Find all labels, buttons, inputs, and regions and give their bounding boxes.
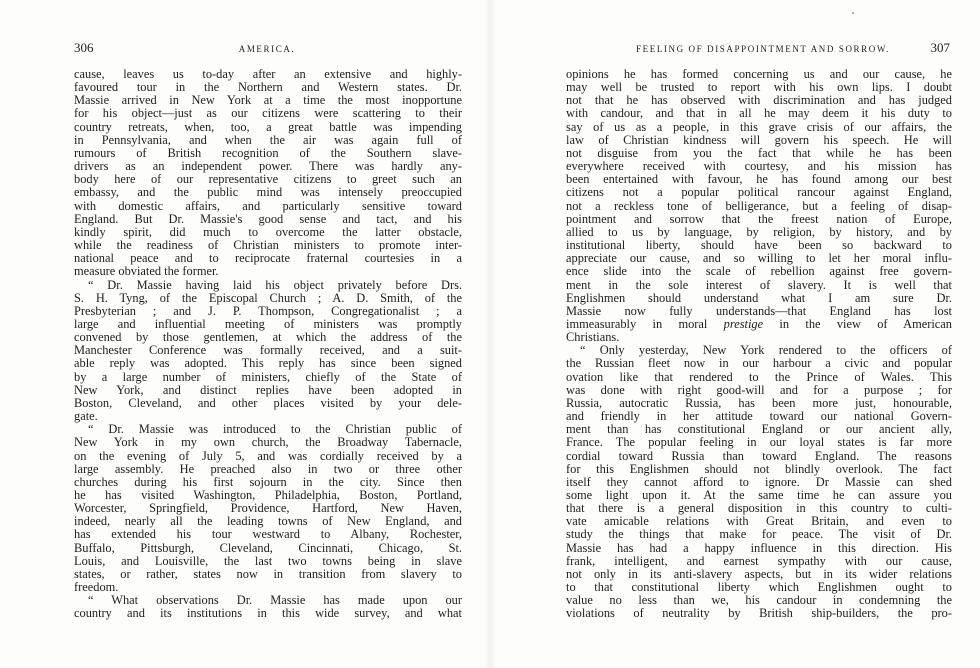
text-line: while the readiness of Christian ministers to promote inter-: [74, 238, 462, 253]
text-line: frank, intelligent, and earnest sympathy with our cause,: [566, 553, 952, 568]
text-line: S. H. Tyng, of the Episcopal Church ; A. D. Smith, of the: [74, 290, 462, 305]
paper-speck: [852, 12, 854, 14]
text-line: and friendly in her attitude toward our national Govern-: [566, 409, 952, 424]
right-running-title: FEELING OF DISAPPOINTMENT AND SORROW.: [636, 44, 890, 54]
text-line: vate amicable relations with Great Britain, and even to: [566, 514, 952, 529]
text-line: “ Only yesterday, New York rendered to the officers of: [580, 343, 952, 358]
text-line: in Pennsylvania, and when the air was again full of: [74, 132, 462, 147]
text-line: was done with right good-will and for a purpose ; for: [566, 382, 952, 397]
text-line: for this Englishmen should not blindly overlook. The fact: [566, 461, 952, 476]
text-line: for his object—just as our citizens were scattering to their: [74, 106, 462, 121]
text-line: Massie now fully understands—that England has lost: [566, 303, 952, 318]
left-running-title: AMERICA.: [238, 44, 296, 54]
text-line: Christians.: [566, 330, 620, 345]
text-line: Worcester, Springfield, Providence, Hartford, New Haven,: [74, 501, 462, 516]
text-line: that there is a general disposition in this country to culti-: [566, 501, 952, 516]
right-page: [490, 0, 980, 668]
text-line: large assembly. He preached also in two or three other: [74, 461, 462, 476]
right-running-head: [564, 40, 950, 56]
text-line: on the evening of July 5, and was cordially received by a: [74, 448, 462, 463]
text-line: he has visited Washington, Philadelphia, Boston, Portland,: [74, 488, 462, 502]
text-line: citizens not a popular political rancour against England,: [566, 185, 952, 200]
left-running-head: [74, 40, 460, 56]
text-line: with domestic affairs, and particularly sensitive toward: [74, 198, 462, 213]
text-line: freedom.: [74, 580, 119, 595]
text-line: not a reckless tone of belligerance, but a feeling of disap-: [566, 198, 952, 213]
text-line: rumours of British recognition of the Southern slave-: [74, 145, 462, 160]
right-page-text: [566, 68, 952, 621]
text-line: convened by those gentlemen, at which the address of the: [74, 330, 462, 345]
text-line: drivers as an independent power. There was hardly any-: [74, 159, 462, 174]
text-line: New York in my own church, the Broadway Tabernacle,: [74, 435, 462, 450]
text-line: England. But Dr. Massie's good sense and tact, and his: [74, 211, 462, 226]
text-line: measure obviated the former.: [74, 264, 219, 279]
text-line: ment than has constitutional England or our ancient ally,: [566, 422, 952, 437]
text-line: not that he has observed with discrimination and has judged: [566, 93, 952, 108]
text-line: Buffalo, Pittsburgh, Cleveland, Cincinnati, Chicago, St.: [74, 540, 462, 555]
text-line: Manchester Conference was formally received, and a suit-: [74, 343, 462, 358]
text-line: not disguise from you the fact that while he has been: [566, 145, 952, 160]
text-line: large and influential meeting of ministers was promptly: [74, 316, 462, 331]
text-line: Englishmen should understand what I am sure Dr.: [566, 290, 952, 305]
text-line: study the things that make for peace. The visit of Dr.: [566, 527, 952, 542]
text-line: cordial toward Russia than toward England. The reasons: [566, 448, 952, 463]
text-line: Boston, Cleveland, and other places visited by your dele-: [74, 395, 462, 410]
right-page-number: 307: [930, 40, 950, 55]
text-line: violations of neutrality by British ship-builders, the pro-: [566, 606, 952, 621]
text-line: able reply was adopted. This reply has since been signed: [74, 356, 462, 371]
text-line: “ Dr. Massie having laid his object privately before Drs.: [88, 277, 462, 292]
text-line: itself they cannot afford to ignore. Dr Massie can shed: [566, 474, 952, 489]
text-line: gate.: [74, 409, 98, 424]
text-line: not only in its anti-slavery aspects, but in its wider relations: [566, 566, 952, 581]
text-line: the Russian fleet now in our harbour a civic and popular: [566, 356, 952, 371]
text-line: country and its institutions in this wide survey, and what: [74, 606, 462, 621]
text-line: with candour, and that in all he may deem it his duty to: [566, 106, 952, 121]
text-line: body here of our representative citizens to greet such an: [74, 172, 462, 187]
text-line: ence slide into the scale of rebellion against free govern-: [566, 264, 952, 279]
text-line: “ What observations Dr. Massie has made upon our: [88, 593, 462, 608]
text-line: France. The popular feeling in our loyal states is far more: [566, 435, 952, 450]
text-line: institutional liberty, should have been so backward to: [566, 238, 952, 253]
text-line: churches during his first sojourn in the city. Since then: [74, 474, 462, 489]
text-line: some light upon it. At the same time he can assure you: [566, 488, 952, 502]
text-line: pointment and sorrow that the freest nation of Europe,: [566, 211, 952, 226]
text-line: national peace and to reciprocate fraternal courtesies in a: [74, 251, 462, 266]
text-line: Massie arrived in New York at a time the most inopportune: [74, 93, 462, 108]
text-line: country retreats, when, too, a great battle was impending: [74, 119, 462, 134]
text-line: “ Dr. Massie was introduced to the Christian public of: [88, 422, 462, 437]
text-line: Massie has had a happy influence in this direction. His: [566, 540, 952, 555]
text-line: indeed, nearly all the leading towns of New England, and: [74, 514, 462, 529]
text-line: kindly spirit, did much to overcome the latter obstacle,: [74, 224, 462, 239]
text-line: Presbyterian ; and J. P. Thompson, Congregationalist ; a: [74, 303, 462, 318]
text-line: has extended his tour westward to Albany, Rochester,: [74, 527, 462, 542]
text-line: cause, leaves us to-day after an extensive and highly-: [74, 67, 462, 81]
text-line: allied to us by language, by religion, by history, and by: [566, 224, 952, 239]
text-line: everywhere received with courtesy, and his mission has: [566, 159, 952, 174]
text-line: opinions he has formed concerning us and our cause, he: [566, 67, 952, 81]
text-line: been entertained with favour, he has found among our best: [566, 172, 952, 187]
left-page-text: [74, 68, 462, 621]
text-line: to that constitutional liberty which Englishmen ought to: [566, 580, 952, 595]
text-line: Russia, autocratic Russia, has been more just, honourable,: [566, 395, 952, 410]
text-line: ment in the sole interest of slavery. It is well that: [566, 277, 952, 292]
text-line: embassy, and the public mind was intensely preoccupied: [74, 185, 462, 200]
left-page-number: 306: [74, 40, 94, 55]
text-line: appreciate our cause, and so willing to let her moral influ-: [566, 251, 952, 266]
text-line: by a large number of ministers, chiefly of the State of: [74, 369, 462, 384]
text-line: states, or rather, states now in transition from slavery to: [74, 566, 462, 581]
text-line: may well be trusted to report with his own lips. I doubt: [566, 80, 952, 95]
text-line: law of Christian kindness will govern his speech. He will: [566, 132, 952, 147]
text-line: say of us as a people, in this grave crisis of our affairs, the: [566, 119, 952, 134]
text-line: ovation like that rendered to the Prince of Wales. This: [566, 369, 952, 384]
text-line: favoured tour in the Northern and Western states. Dr.: [74, 80, 462, 95]
text-line: New York, and distinct replies have been adopted in: [74, 382, 462, 397]
text-line: value no less than we, his candour in condemning the: [566, 593, 952, 608]
text-line: Louis, and Louisville, the last two towns being in slave: [74, 553, 462, 568]
text-line: immeasurably in moral prestige in the view of American: [566, 316, 952, 331]
